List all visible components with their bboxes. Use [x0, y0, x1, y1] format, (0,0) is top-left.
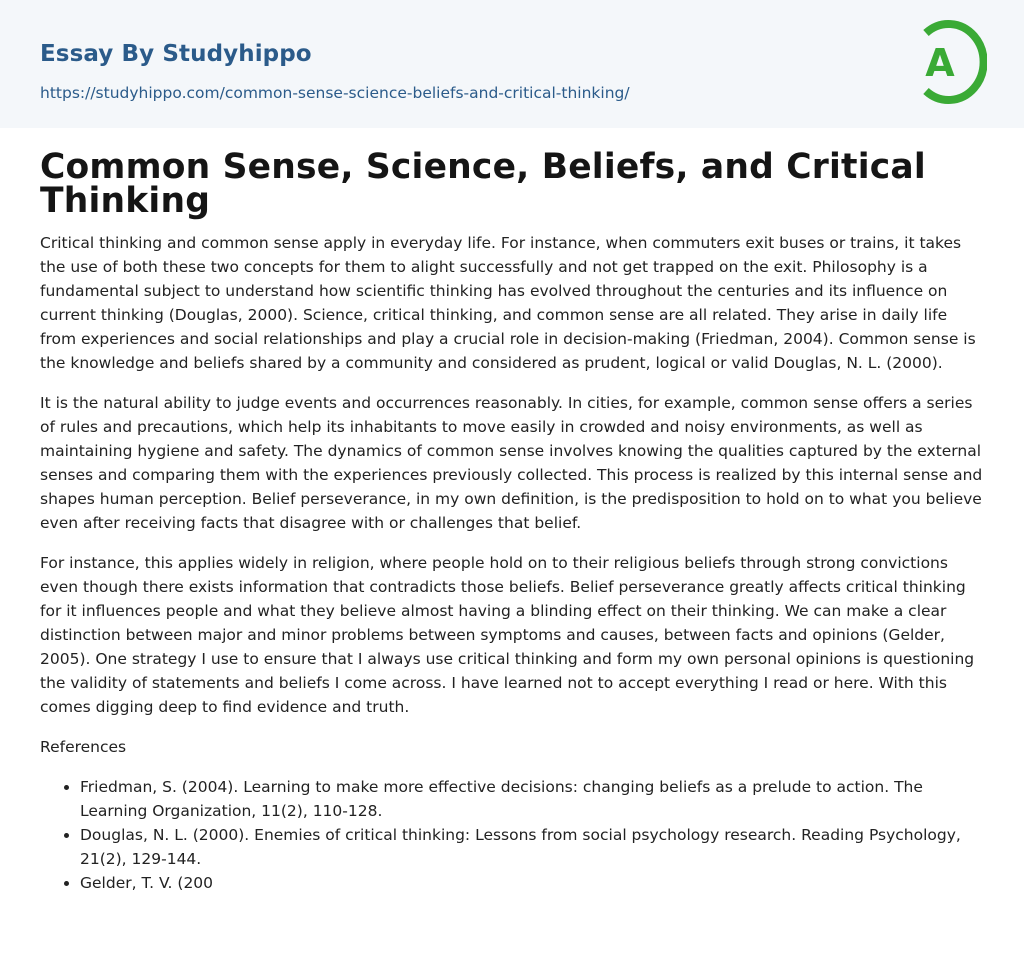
reference-item: • Douglas, N. L. (2000). Enemies of critical thinking: Lessons from social psychology research. Reading Psychology, 21(2), 129-144.: [80, 823, 984, 871]
article: [40, 147, 984, 895]
page-url-link[interactable]: https://studyhippo.com/common-sense-science-beliefs-and-critical-thinking/: [40, 84, 630, 102]
brand-title[interactable]: Essay By Studyhippo: [40, 41, 312, 67]
studyhippo-logo-icon[interactable]: [911, 19, 987, 105]
article-paragraph-2: It is the natural ability to judge events and occurrences reasonably. In cities, for example, common sense offers a series of rules and precautions, which help its inhabitants to move easily in crowded and noisy environments, as well as maintaining hygiene and safety. The dynamics of common sense involves knowing the qualities captured by the external senses and comparing them with the experiences previously collected. This process is realized by this internal sense and shapes human perception. Belief perseverance, in my own definition, is the predisposition to hold on to what you believe even after receiving facts that disagree with or challenges that belief.: [40, 394, 983, 532]
site-header: [0, 0, 1024, 128]
references-list: [40, 775, 984, 895]
reference-item: • Gelder, T. V. (200: [80, 871, 984, 895]
reference-item: • Friedman, S. (2004). Learning to make more effective decisions: changing beliefs as a prelude to action. The Learning Organization, 11(2), 110-128.: [80, 775, 984, 823]
logo-letter: A: [925, 41, 955, 85]
article-title: Common Sense, Science, Beliefs, and Critical Thinking: [40, 147, 926, 221]
article-paragraph-1: Critical thinking and common sense apply in everyday life. For instance, when commuters exit buses or trains, it takes the use of both these two concepts for them to alight successfully and not get trapped on the exit. Philosophy is a fundamental subject to understand how scientific thinking has evolved throughout the centuries and its influence on current thinking (Douglas, 2000). Science, critical thinking, and common sense are all related. They arise in daily life from experiences and social relationships and play a crucial role in decision-making (Friedman, 2004). Common sense is the knowledge and beliefs shared by a community and considered as prudent, logical or valid Douglas, N. L. (2000).: [40, 234, 976, 372]
references-heading: References: [40, 738, 127, 756]
article-paragraph-3: For instance, this applies widely in religion, where people hold on to their religious beliefs through strong convictions even though there exists information that contradicts those beliefs. Belief perseverance greatly affects critical thinking for it influences people and what they believe almost having a blinding effect on their thinking. We can make a clear distinction between major and minor problems between symptoms and causes, between facts and opinions (Gelder, 2005). One strategy I use to ensure that I always use critical thinking and form my own personal opinions is questioning the validity of statements and beliefs I come across. I have learned not to accept everything I read or here. With this comes digging deep to find evidence and truth.: [40, 554, 975, 716]
